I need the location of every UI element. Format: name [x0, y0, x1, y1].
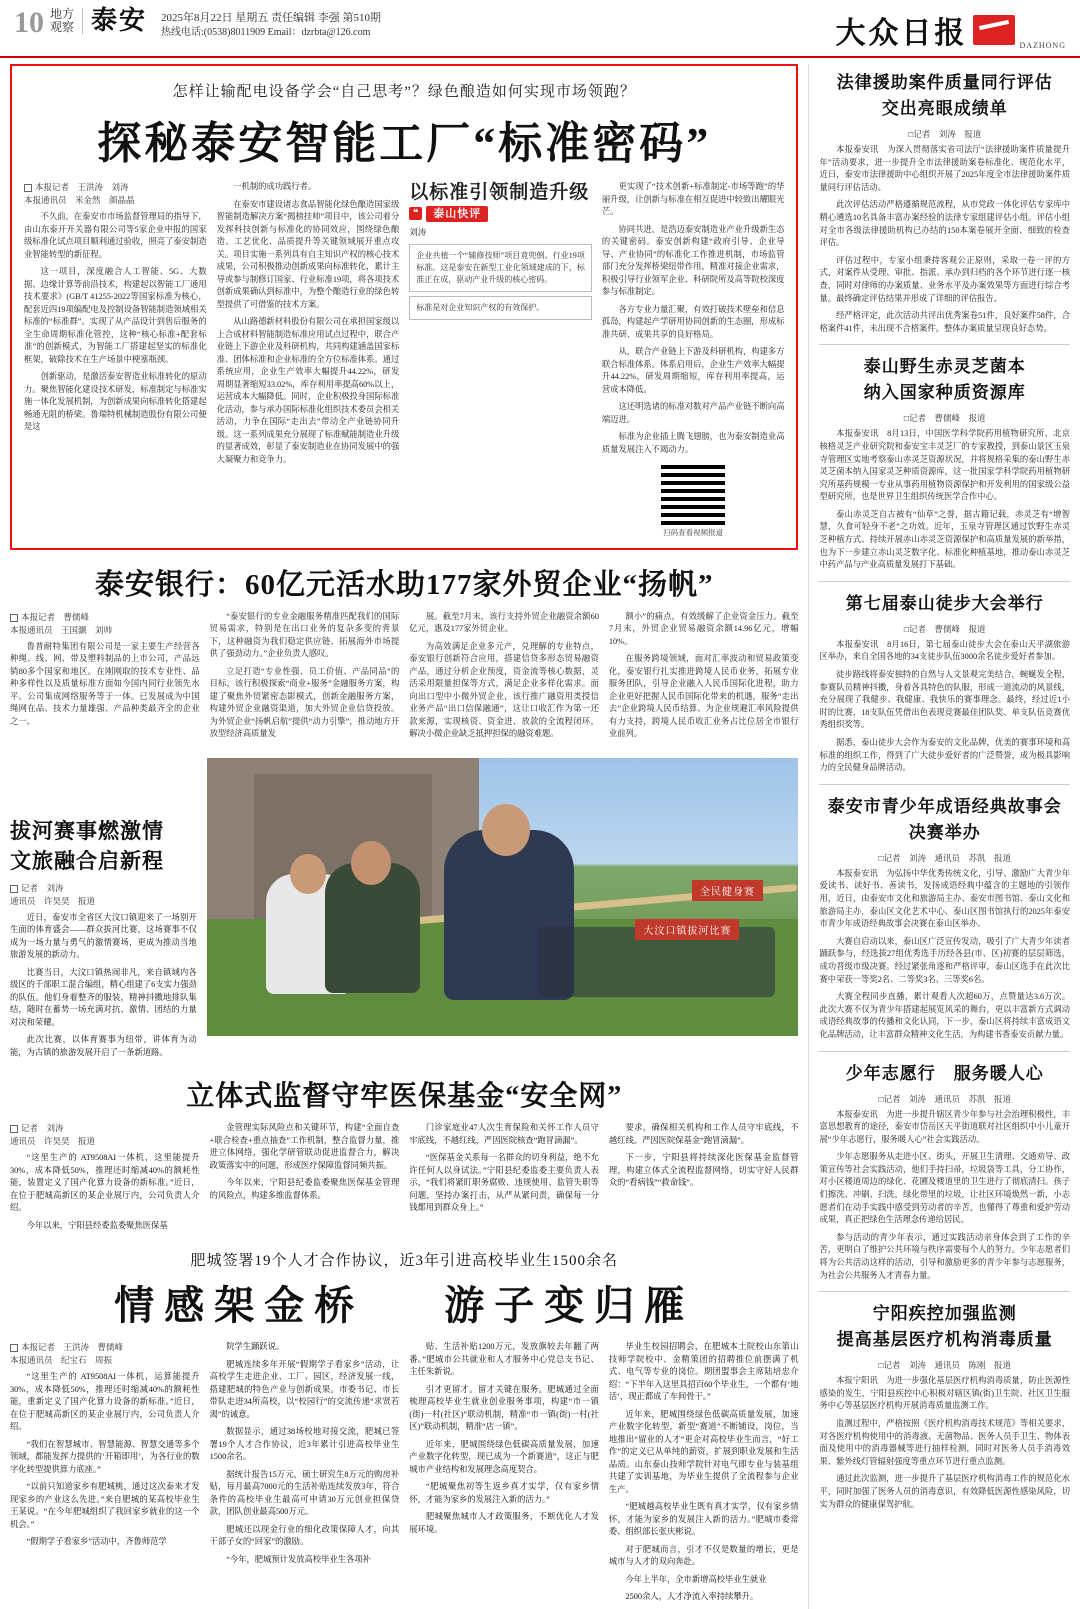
talent-headline: 情感架金桥 游子变归雁: [114, 1283, 695, 1328]
photo-row: [10, 752, 798, 1065]
paragraph: 贴、生活补贴1200万元，发放旗较去年翻了两番。”肥城市公共就业和人才服务中心党总支书记、主任朱新说。: [409, 1342, 599, 1376]
paragraph: 标准为企业插上腾飞翅膀，也为泰安制造业高质量发展注入不竭动力。: [601, 432, 785, 454]
bullet-square-icon: [24, 184, 32, 192]
paragraph: 门诊家庭业47人次生育保险和关怀工作人员守牢底线，不越红线，严因医院核查“跑冒滴漏”。: [409, 1123, 599, 1145]
lead-story: [10, 64, 798, 550]
tug-of-war-photo: [207, 758, 799, 1036]
article-title-line2: 纳入国家种质资源库: [863, 383, 1026, 403]
paragraph: “泰安银行的专业金融服务精准匹配我们的国际贸易需求，特别是在出口业务的复杂多变的背景下，这种融资为我们稳定供应链、拓展海外市场提供了强劲动力。”企业负责人感叹。: [209, 611, 400, 658]
paragraph: 鲁普耐特集团有限公司是一家主要生产经营各种绳、线、网、带及塑料制品的上市公司，产品远销80多个国家和地区。在刚刚取的技术专业性、品种多样性以及质量标准方面如今国内同行业领先水平。公司集成网络服务等于一体。已发展成为中国绳网在品、技术力量雄强、产品种类最齐全的企业之一。: [10, 641, 200, 726]
talent-kicker: 肥城签署19个人才合作协议，近3年引进高校毕业生1500余名: [190, 1253, 618, 1269]
lead-headline: 探秘泰安智能工厂“标准密码”: [97, 119, 712, 168]
mid-column-4: [609, 1122, 799, 1237]
paragraph: 监测过程中，严格按照《医疗机构消毒技术规范》等相关要求，对各医疗机构使用中的消毒液、无菌物品、医务人员手卫生、物体表面及使用中的消毒器械等进行抽样检测，同时对医务人员手消毒效果、紫外线灯管辐射强度等重点环节进行重点监测。: [819, 1419, 1070, 1466]
bank-column-1: [10, 611, 200, 746]
paragraph: “假期学子看家乡”活动中，齐鲁师范学: [26, 1537, 167, 1546]
tug-body: [10, 912, 197, 1060]
byline: □记者 刘涛 通讯员 苏凯 报道: [878, 852, 1012, 863]
paragraph: 2500余人，人才净流入率持续攀升。: [625, 1592, 759, 1601]
hotline: 热线电话:(0538)8011909 Email：dzrbta@126.com: [161, 27, 371, 38]
divider: [819, 1291, 1070, 1292]
photo-banner-2: 大汶口镇拔河比赛: [635, 919, 739, 940]
paragraph: 本报泰安讯 为深入贯彻落实省司法厅“法律援助案件质量提升年”活动要求，进一步提升全市法律援助案卷标准化、规范化水平，近日，泰安市法律援助中心组织开展了2025年度全市法律援助案件质量同行评估活动。: [819, 145, 1070, 192]
divider: [819, 581, 1070, 582]
paragraph: 一机制的成功践行者。: [233, 182, 317, 191]
paragraph: 本报宁阳讯 为进一步强化基层医疗机构消毒质量，防止医源性感染的发生，宁阳县疾控中心积极对辖区镇(街)卫生院、社区卫生服务中心等基层医疗机构开展消毒质量监测工作。: [819, 1376, 1070, 1411]
paragraph: 今年以来，宁阳县经委监委聚焦医保基: [26, 1220, 168, 1230]
tug-story: [10, 752, 197, 1065]
pull-quote-2: 标准是对企业知识产权的有效保护。: [409, 296, 592, 320]
page-body: [0, 58, 1080, 1609]
page-number: 10: [14, 6, 44, 39]
qr-caption: 扫码查看视频报道: [663, 528, 724, 537]
paragraph: “我们在智慧城市、智慧能源、智慧交通等多个领域，都能发挥力提供的‘开箱即用’，为各行业的数字化转型提供算力底座。”: [10, 1439, 200, 1474]
paragraph: 从，联合产业链上下游及科研机构，构建多方联合标准体系。体系启用后，企业生产效率大幅提升44.22%，研发周期缩短，库存利用率提高，运营成本降低。: [601, 347, 785, 394]
byline-line2: 本报通讯员 米金然 颜晶晶: [24, 195, 135, 205]
bullet-square-icon: [10, 1344, 18, 1352]
byline: 本报记者 曹儒峰 本报通讯员 王国灏 刘帅: [10, 611, 113, 635]
gold-column-2: [210, 1341, 400, 1609]
paragraph: 在服务跨境领域，面对汇率波动和贸易政策变化，泰安银行扎实推进跨境人民币业务，拓展专业服务团队，引导企业融入人民币国际化进程，助力企业更好把握人民币国际化带来的机遇，服务“走出去”企业跨境人民币结算、为企业规避汇率风险提供有力支持，跨境人民币收汇业务占比位居全市银行业前列。: [608, 654, 799, 738]
article-title-line2: 交出亮眼成绩单: [881, 99, 1008, 118]
city-name: 泰安: [91, 6, 148, 35]
paragraph: “肥城聚焦初等生返乡真才实学，仅有家乡情怀，才能为家乡的发展注入新的活力。”: [409, 1482, 599, 1504]
byline: 记者 刘涛 通讯员 许昊昊 报道: [10, 882, 96, 906]
gold-column-3: [409, 1341, 599, 1609]
paragraph: 据统计报告15万元，硕士研究生8万元的购房补贴，每月最高7000元的生活补贴连续发放3年，符合条件的高校毕业生最高可申请30万元创业担保贷款，团队创业最高500万元。: [209, 1469, 400, 1516]
divider: [819, 1051, 1070, 1052]
paragraph: 引才更留才。留才关键在服务。肥城通过全面梳理高校毕业生就业创业服务事项，构建“市一镇(街)一村(社区)”联动机制，精准“市一镇(街)一村(社区)”联动机制，精准“店一镇”。: [409, 1384, 599, 1431]
lead-column-3: [409, 181, 592, 540]
gold-column-1: [10, 1341, 200, 1609]
photo-person-2: [325, 863, 420, 993]
mid-column-1: [10, 1122, 200, 1237]
paragraph: 今年以来，宁阳县纪委监委聚焦医保基金管理的风险点，构建多维监督体系。: [209, 1178, 400, 1200]
commentary-author: 刘涛: [409, 227, 427, 237]
bank-story: [10, 611, 798, 746]
paragraph: 肥城还以现金行业的细化政策保障人才，向其干部子女的“回家”的激励。: [209, 1524, 400, 1546]
byline: □记者 刘涛 通讯员 苏凯 报道: [878, 1093, 1012, 1104]
main-column: [10, 64, 798, 1609]
paragraph: 下一步，宁阳县将持续深化医保基金监督管理，构建立体式全流程监督网络，切实守好人民群众的“看病钱”“救命钱”。: [608, 1153, 799, 1187]
quick-review-badge: [409, 206, 592, 223]
paragraph: “以前只知道家乡有肥城桃，通过这次泰来才发现家乡的产业这么先进。”来自肥城的某高校毕业生王某说。“在今年肥城组织了我回家乡就业的这一个机会。”: [10, 1482, 200, 1529]
byline: □记者 曹儒峰 报道: [903, 623, 986, 634]
quick-review-label: 泰山快评: [426, 206, 488, 223]
masthead: [0, 0, 1080, 58]
lead-subhead: 以标准引领制造升级: [409, 182, 590, 203]
brand-name-cn: 大众日报: [835, 17, 968, 50]
qr-code[interactable]: [661, 461, 725, 525]
paragraph: 数据显示，通过38场校地对接交流，肥城已签署19个人才合作协议，近3年累计引进高校毕业生1500余名。: [209, 1427, 400, 1461]
paragraph: 金管理实际风险点和关键环节，构建“全面自查+联合检查+重点抽查”工作机制，整合监督力量，推进立体网络，强化学研管联动促进监督合力，解决政策落实中的问题，形成医疗保障监督同频共振。: [209, 1123, 400, 1170]
section-label-line1: 地方: [50, 7, 75, 21]
paragraph: 通过此次监测，进一步提升了基层医疗机构消毒工作的规范化水平，同时加强了医务人员的消毒意识，有效降低医源性感染风险，切实为群众的健康保驾护航。: [819, 1474, 1070, 1509]
section-label: [50, 8, 83, 34]
pull-quote-1: 企业共植一个“辅修技师”项目竟兜倒。行业19项标准。这是泰安在新型工业化领域建成的下，标准正在成，驱动产业升级的核心密码。: [409, 244, 592, 292]
paragraph: 协同共进，是浩迈泰安制造业产业升级新生态的关键密码。泰安创新构建“政府引导、企业导导、产业协同”的标准化工作推进机制，市场监管部门充分发挥桥梁纽带作用，精准对接企业需求，积极引导行业领军企业、科研院所及高等院校深度参与标准制定。: [601, 224, 785, 296]
bullet-square-icon: [10, 1125, 18, 1133]
byline: 本报记者 王洪涛 曹儒峰 本报通讯员 纪宝石 周振: [10, 1342, 124, 1365]
paragraph: 展。截至7月末，该行支持外贸企业融资余额60亿元，惠及177家外贸企业。: [409, 611, 599, 633]
paragraph: 这一项目，深度融合人工智能、5G、大数据、边缘计算等前沿技术，构建起以智能工厂通用技术要求》(GB/T 41255-2022等国家标准为核心，配套近四19项编配电及控制设备智能制造领域相关标准的“标准群”。实现了从产品设计到售后服务的全生命周期标准化管控，这种“核心标准+配套标准”的创新模式，为智能工厂搭建起坚实的标准化框架，破除技术在生产场景中梗塞瓶颈。: [24, 267, 207, 364]
paragraph: 大赛全程同步直播，累计观看人次超60万，点赞量达3.6万次。此次大赛不仅为青少年搭建起展览风采的舞台，更以丰富新方式调动成语经典故事的传播和文化认同，下一步，泰山区将持续丰富成语文化品牌活动，让丰富群众精神文化生活，为构建书香泰安贡献力量。: [819, 992, 1070, 1039]
bullet-square-icon: [10, 885, 18, 893]
photo-banner-1: 全民健身赛: [692, 880, 763, 901]
gold-column-4: [609, 1341, 799, 1609]
paragraph: 比赛当日，大汶口镇热闹非凡，来自镇域内各级区的千部职工混合编组，精心组建了6支实力强劲的队伍。他们身着整齐的服装，精神抖擞地排队集结，随时在蓄势一场充满对抗、激情、团结的力量对决和荣耀。: [10, 967, 197, 1027]
paragraph: 立足打造“专业性强、员工价值、产品同品”的目标，该行积极探索“商业+服务”金融服务方案，构建了聚焦外贸紧密态影模式，创新金融服务方案，构建外贸企业融资渠道，加大外贸企业信贷投放。为外贸企业“扬帆启航”提供“动力引擎”，推动地方开放型经济高质量发: [209, 666, 400, 738]
paragraph: 在泰安市建设诸志食品智能化绿色酿造国家级智能制造解决方案“揭榜挂帅”项目中，该公司着分发挥科技创新与标准化的协同效应，围绕绿色酿造、工艺优化、品质提升等关键领域展开重点攻关。项目实施一系列具有自主知识产权的核心技术成果，公司积极推动创新成果向标准转化，累计主导或参与制修订国家、行业标准19项，将各项技术创新成果确认到标准中，为整个酿造行业的绿色转型提供了可借鉴的技术方案。: [216, 199, 400, 309]
right-article-2: [819, 591, 1070, 775]
paragraph: 据悉，泰山徒步大会作为泰安的文化品牌，优美的赛事环境和高标准的组织工作，得到了广大徒步爱好者的广泛赞誉，成为极具影响力的全民健身品牌活动。: [819, 738, 1070, 773]
paragraph: 从山路德新材料股份有限公司在承担国家级以上合成材料智能制造标准应用试点过程中，联合产业链上下游企业及科研机构，共同构建涵盖国家标准、团体标准和企业标准的全方位标准体系。通过系统应用，企业生产效率大幅提升44.22%，研发周期显著缩短33.02%，库存利用率提高60%以上，运营成本大幅降低。同时，企业积极投身国际标准化活动，参与承办国际标准化组织技术委员会相关活动，力争在国际“走出去”带动全产业链协同升级。这一系列成果充分展现了标准赋能制造业升级的显著成效，彰显了泰安制造业在协同发展中的强大凝聚力和竞争力。: [216, 317, 400, 464]
paragraph: 近年来，肥城围绕绿色低碳高质量发展，加速产业数字化转型，现已成为一个新赛道”，这正与肥城市产业结构和发展理念高度契合。: [409, 1439, 599, 1474]
paragraph: 此次评估活动严格遵循规范流程，从市党政一体化评估专家库中精心遴选10名具备丰富办案经验的法律专家组建评估小组。评估小组对全市各级法律援助机构已办结的150本案卷展开全面、细致的检查评估。: [819, 200, 1070, 248]
right-rail: [808, 64, 1070, 1609]
mid-column-3: [409, 1122, 599, 1237]
paragraph: 要求，确保相关机构和工作人员守牢底线，不越红线。严因医院保基金“跑冒滴漏”。: [608, 1123, 799, 1145]
paragraph: 经严格评定，此次活动共评出优秀案卷51件，良好案件58件，合格案件41件，未出现不合格案件。整体办案质量呈现良好态势。: [819, 311, 1070, 333]
mid-column-2: [210, 1122, 400, 1237]
paragraph: 这还明选诸的标准对数对产品产业链不断向高端迈进。: [601, 402, 785, 424]
divider: [819, 344, 1070, 345]
right-article-1: [819, 354, 1070, 572]
right-article-4: [819, 1061, 1070, 1283]
byline-line1: 本报记者 王洪涛 刘涛: [35, 182, 129, 192]
paragraph: 毕业生校园招聘会，在肥城本土院校山东第山技师学院校中、金精策团的招聘推位前摆满了机式、电气等专业的岗位。期团盟事会主席陆培忠介绍：“下半年入这里具招百60个毕业生，一个都有‘地活’，现正都成了车间骨干。”: [608, 1342, 799, 1401]
lead-column-2: [217, 181, 400, 540]
article-title-line1: 第七届泰山徒步大会举行: [845, 593, 1044, 613]
paragraph: 各方专业力量汇聚，有效打破技术壁垒和信息孤岛，构建起产学研用协同创新的生态圈，形成标准共研、成果共享的良好格局。: [601, 304, 785, 339]
paragraph: 泰山赤灵芝自古被有“仙草”之誉，据古籍记载，赤灵芝有“增智慧，久食可轻身不老”之功效。近年，玉泉寺管理区通过饮野生赤灵芝种植方式、持续开展赤山赤灵芝资源保护和高质量发展的新举措，也为下一步建立赤山灵芝数字化、标准化种植基地，推动泰山赤灵芝中药产品与产业高质量发展打下基础。: [819, 509, 1070, 570]
quote-icon: ❝: [409, 207, 422, 220]
paragraph: “今年，肥城预计发放高校毕业生各项补: [226, 1554, 371, 1564]
article-title-line1: 泰山野生赤灵芝菌本: [863, 357, 1026, 377]
byline: 记者 刘涛 通讯员 许昊昊 报道: [10, 1123, 96, 1146]
paragraph: “肥城越高校毕业生既有真才实学，仅有家乡情怀，才能为家乡的发展注入新的活力。”肥城市委常委、组织部长张庆彬说。: [608, 1502, 799, 1536]
article-title-line1: 泰安市青少年成语经典故事会: [827, 796, 1062, 816]
paragraph: 参与活动的青少年表示，通过实践活动亲身体会到了工作的辛苦，更明白了维护公共环境与秩序需要每个人的努力。少年志愿者们将为公共活动这样的活动，引导和激励更多的青少年参与志愿服务，为社会公共服务人才青春力量。: [819, 1232, 1070, 1280]
paragraph: 本报泰安讯 8月16日，第七届泰山徒步大会在泰山天平湖旅游区举办，来自全国各地的34支徒步队伍3000余名徒步爱好者参加。: [819, 639, 1070, 662]
article-title-line2: 决赛举办: [908, 822, 981, 842]
paragraph: 肥城聚焦城市人才政策服务，不断优化人才发展环境。: [409, 1512, 599, 1534]
paragraph: 肥城连续多年开展“假期学子看家乡”活动，让高校学生走进企业、工厂、园区，经济发展一线，搭建肥城的特色产业与创新成果。市委书记、市长带队走进34所高校，以“校园行”的交流传递“求贤若渴”的诚意。: [209, 1359, 400, 1419]
medical-fund-headline: 立体式监督守牢医保基金“安全网”: [186, 1081, 623, 1112]
brand-mark-icon: [973, 15, 1015, 45]
paragraph: 此次比赛，以体育赛事为纽带，讲体育为动能，为古镇的旅游发展开启了一条新道路。: [10, 1035, 197, 1057]
bullet-square-icon: [10, 614, 18, 622]
brand-name-en: DAZHONG: [1019, 41, 1066, 50]
byline: □记者 刘涛 报道: [908, 129, 982, 139]
article-title-line2: 提高基层医疗机构消毒质量: [836, 1330, 1053, 1350]
paragraph: 大赛自启动以来，泰山区广泛宣传发动，吸引了广大青少年读者踊跃参与，经选拔27组优秀选手历经各县(市、区)初赛的层层筛选，成功晋级市级决赛。经过紧张角逐和严格评审，泰山区选手在此次比赛中荣获一等奖2名、二等奖3名、三等奖6名。: [819, 936, 1070, 984]
byline: □记者 曹儒峰 报道: [903, 413, 986, 424]
paragraph: 更实现了“技术创新+标准制定-市场等跑”的华丽升级，让创新与标准在相互促进中较致出耀眼光芒。: [601, 182, 785, 216]
lead-column-1: [24, 181, 207, 540]
paragraph: “这里生产的 AT9508AI一体机，运算能提升30%，成本降低50%，推理还时缩减40%的额耗性能，重新定义了国产化算力设备的新标准。”近日，在位于肥城高新区的某企业展厅内，公司负责人介绍。: [10, 1372, 200, 1431]
medical-fund-story: [10, 1122, 798, 1237]
paragraph: 对于肥城而言，引才不仅是数量的增长，更是城市与人才的双向奔赴。: [608, 1544, 799, 1566]
paragraph: 少年志愿服务从走进小区、街头，开展卫生清理、交通劝导、政策宣传等社会实践活动，他们手持扫帚，垃圾袋等工具，分工协作，对小区楼道周边的绿化、花圃及楼道里的卫生进行了彻底清扫。孩子们擦洗、冲刷、扫洗，绿化带里的垃圾，让社区环境焕然一新，小志愿者们在动手实践中感受到劳动者的辛苦，也懂得了尊重和爱护劳动成果，真正把绿色生活理念传递给居民。: [819, 1152, 1070, 1225]
paragraph: 院学生踊跃说。: [226, 1342, 285, 1351]
paragraph: 本报泰安讯 为进一步提升辖区青少年参与社会治理积极性，丰富思想教育的途径，泰安市岱岳区天平街道联对社区组织中小儿童开展“少年志愿行，服务暖人心”社会实践活动。: [819, 1109, 1070, 1144]
paragraph: 为高效满足企业多元产，兑理解的专业特点，泰安银行创新符合应用，搭建信贷多形态贸易融资产品，通过分析企业预度，资金流等核心数据，灵活采用限量担保等方式，满足企业多样化需求。面向出口型中小微外贸企业，该行推广融资用类授信业务产品“出口信保融通”，这让口收汇作为第一还款来源，实现核资、资金进、放款的全流程闭环，解决小微企业缺乏抵押担保的融资难题。: [409, 641, 599, 738]
dateline: 2025年8月22日 星期五 责任编辑 李强 第510期: [161, 12, 382, 24]
paragraph: 近日，泰安市全省区大汶口镇迎来了一场别开生面的体育盛会——群众拔河比赛，这场赛事不仅成为一场力量与勇气的激情赛场，更成为推动当地旅游发展的新动力。: [10, 912, 197, 959]
paragraph: “这里生产的 AT9508AI一体机，这里能提升30%，成本降低50%，推理还时缩减40%的额耗性能，装置定义了国产化算力设备的新标准。”近日，在位于肥城高新区的某企业展厅内，公司负责人介绍。: [10, 1153, 200, 1212]
paragraph: 不久前，在泰安市市场监督管理局的指导下，由山东泰开开关器有限公司等5家企业申报的国家级标准化试点项目顺利通过验收，照亮了泰安制造业智能转型的新征程。: [24, 212, 207, 259]
bank-column-2: [210, 611, 400, 746]
paragraph: 创新驱动，是激活泰安智造业标准转化的原动力。聚焦智能化建设技术研发，标准制定与标准实施一体化发展机制，为创新成果向标准转化搭建起畅通无阻的桥梁。鲁瑞特机械制造股份有限公司便是这: [24, 372, 207, 431]
bank-column-3: [409, 611, 599, 746]
byline: □记者 刘涛 通讯员 陈刚 报道: [878, 1360, 1012, 1371]
right-article-5: [819, 1301, 1070, 1511]
bank-column-4: [609, 611, 799, 746]
right-article-3: [819, 794, 1070, 1042]
paragraph: 本报泰安讯 为弘扬中华优秀传统文化，引导、激励广大青少年爱读书、读好书、善读书，发扬成语经典中蕴含的主题地的引领作用，近日，由泰安市文化和旅游局主办、泰安市图书馆、泰山文化和旅游局主办，泰山区文化艺术中心、泰山区图书馆执行的2025年泰安市青少年成语经典故事会决赛在泰山区举办。: [819, 868, 1070, 929]
byline: [24, 181, 207, 207]
lead-kicker: 怎样让输配电设备学会“自己思考”？绿色酿造如何实现市场领跑？: [172, 84, 636, 100]
photo-wrap: [207, 752, 799, 1065]
paragraph: 本报泰安讯 8月13日，中国医学科学院药用植物研究所、北京核格灵芝产业研究院和泰安宝丰灵芝厂的专家教授，到泰山景区玉泉寺管理区实地考察泰山赤灵芝资源状况，并将规格采集的泰山野生赤灵芝菌本纳入国家灵芝种质资源库，这一批国家学科学院药用植物研究所基药规模一专业从事药用植物资源保护和开发利用的国家级公益型研究所，也是世界卫生组织传统医学合作中心。: [819, 429, 1070, 502]
article-title-line1: 宁阳疾控加强监测: [872, 1304, 1017, 1324]
paragraph: 徒步路线将泰安独特的自然与人文景观完美结合，蜿蜒发全程，参赛队员精神抖擞，身着各具特色的队服，形成一道流动的风景线，充分展现了我健步、我健康、我快乐的赛事理念。最终，经过近1小时的比赛，18支队伍凭借出色表现竞赛最佳团队奖、单支队伍竞赛优秀组织奖等。: [819, 670, 1070, 730]
paragraph: 近年来，肥城围绕绿色低碳高质量发展，加速产业数字化转型，新型“赛道”不断铺设，岗位，当地推出“留业的人才”更企对高校毕业生而言，“好工作”的定义已从单纯的薪资，扩展到职业发展和生活品质。山东泰山技师学院针对电气即专业与装基组共建了实训基地，为毕业生提供了全流程参与企业生产。: [608, 1409, 799, 1494]
right-article-0: [819, 70, 1070, 335]
article-title-line1: 法律援助案件质量同行评估: [836, 73, 1053, 92]
paragraph: “医保基金关系每一名群众的切身利益，绝不允许任何人以身试法。”宁阳县纪委监委主要负责人表示，“我们将紧盯职务腐败、违规使用、监管失职等问题，坚持办案打击，从严从紧问责，确保每一分钱都用到群众身上。”: [409, 1153, 599, 1212]
newspaper-logo: [835, 8, 1066, 52]
lead-column-4: [602, 181, 785, 540]
paragraph: 评估过程中，专家小组秉持客观公正原则，采取一卷一评的方式，对案件从受理、审批、指派、承办到归档的各个环节进行逐一核查，同时对律师的办案质量、业务水平及办案效果等方面进行综合考量。最终确定评估结果并形成了详细的评估报告。: [819, 255, 1070, 303]
bank-headline: 泰安银行：60亿元活水助177家外贸企业“扬帆”: [94, 568, 714, 601]
divider: [819, 784, 1070, 785]
paragraph: 今年上半年，全市新增高校毕业生就业: [625, 1574, 767, 1584]
talent-story: [10, 1341, 798, 1609]
tug-headline: 拔河赛事燃激情 文旅融合启新程: [10, 818, 164, 873]
article-title-line1: 少年志愿行 服务暖人心: [845, 1063, 1044, 1083]
paragraph: 额小”的痛点，有效缓解了企业资金压力。截至7月末，外贸企业贸易融资余额14.96亿元，增幅10%。: [608, 611, 799, 646]
section-label-line2: 观察: [50, 20, 75, 34]
